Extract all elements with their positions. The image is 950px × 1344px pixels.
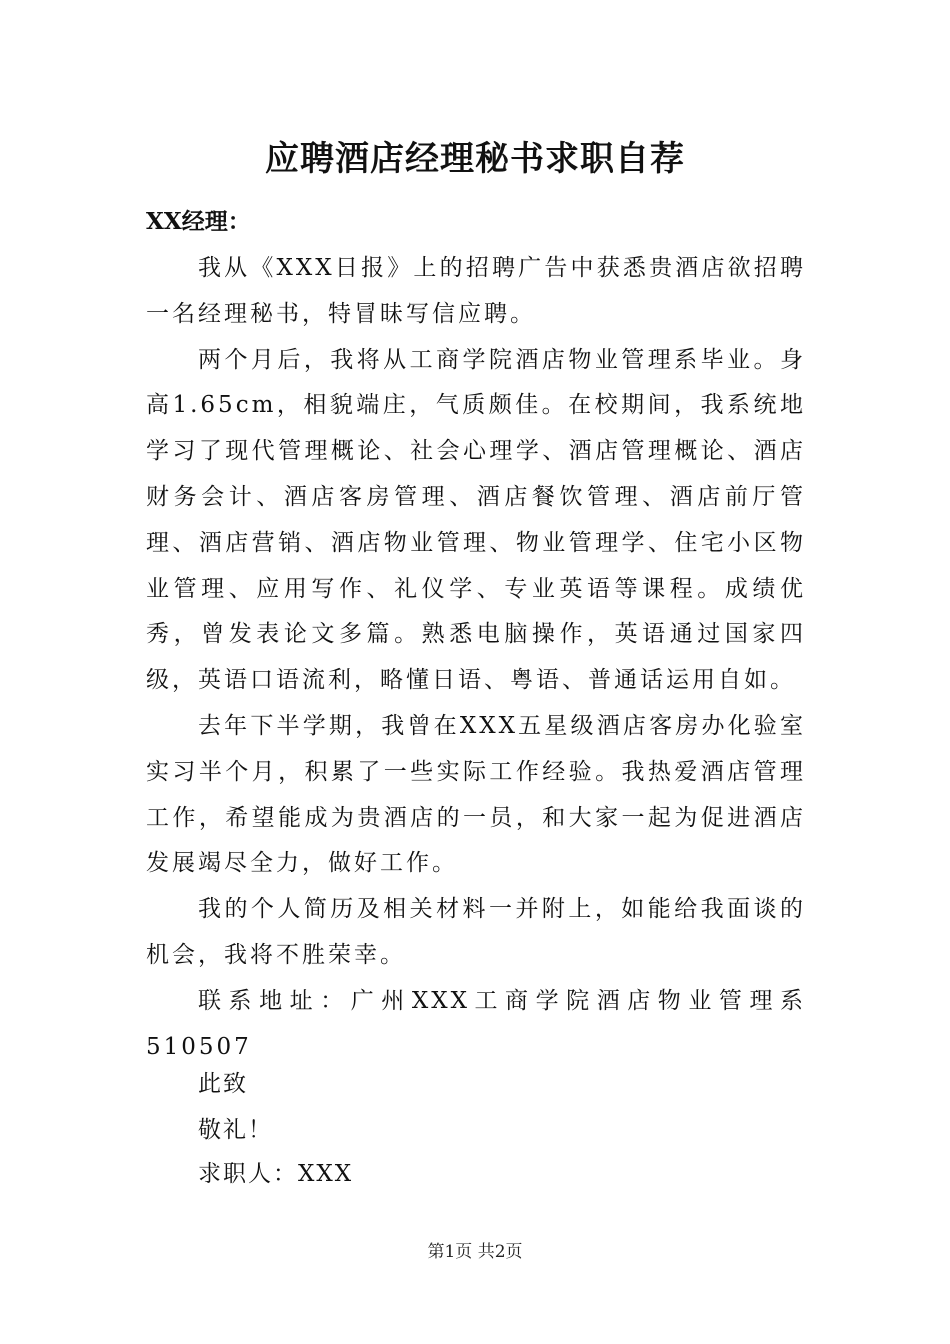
document-title: 应聘酒店经理秘书求职自荐 xyxy=(265,139,685,179)
closing-line-1: 此致 xyxy=(198,1071,248,1097)
signature-line: 求职人：XXX xyxy=(198,1161,354,1187)
salutation: XX经理： xyxy=(146,208,251,235)
paragraph-intro: 我从《XXX日报》上的招聘广告中获悉贵酒店欲招聘一名经理秘书，特冒昧写信应聘。 xyxy=(146,255,806,327)
paragraph-education: 两个月后，我将从工商学院酒店物业管理系毕业。身高1.65cm，相貌端庄，气质颇佳。在校期间，我系统地学习了现代管理概论、社会心理学、酒店管理概论、酒店财务会计、酒店客房管理、酒店餐饮管理、酒店前厅管理、酒店营销、酒店物业管理、物业管理学、住宅小区物业管理、应用写作、礼仪学、专业英语等课程。成绩优秀，曾发表论文多篇。熟悉电脑操作，英语通过国家四级，英语口语流利，略懂日语、粤语、普通话运用自如。 xyxy=(146,346,806,694)
letter-body xyxy=(146,246,806,1070)
paragraph-attachment: 我的个人简历及相关材料一并附上，如能给我面谈的机会，我将不胜荣幸。 xyxy=(146,896,806,968)
page-footer: 第1页 共2页 xyxy=(427,1242,523,1262)
paragraph-contact: 联系地址：广州XXX工商学院酒店物业管理系510507 xyxy=(146,987,806,1060)
paragraph-experience: 去年下半学期，我曾在XXX五星级酒店客房办化验室实习半个月，积累了一些实际工作经验。我热爱酒店管理工作，希望能成为贵酒店的一员，和大家一起为促进酒店发展竭尽全力，做好工作。 xyxy=(146,712,806,877)
closing-line-2: 敬礼！ xyxy=(198,1117,273,1143)
